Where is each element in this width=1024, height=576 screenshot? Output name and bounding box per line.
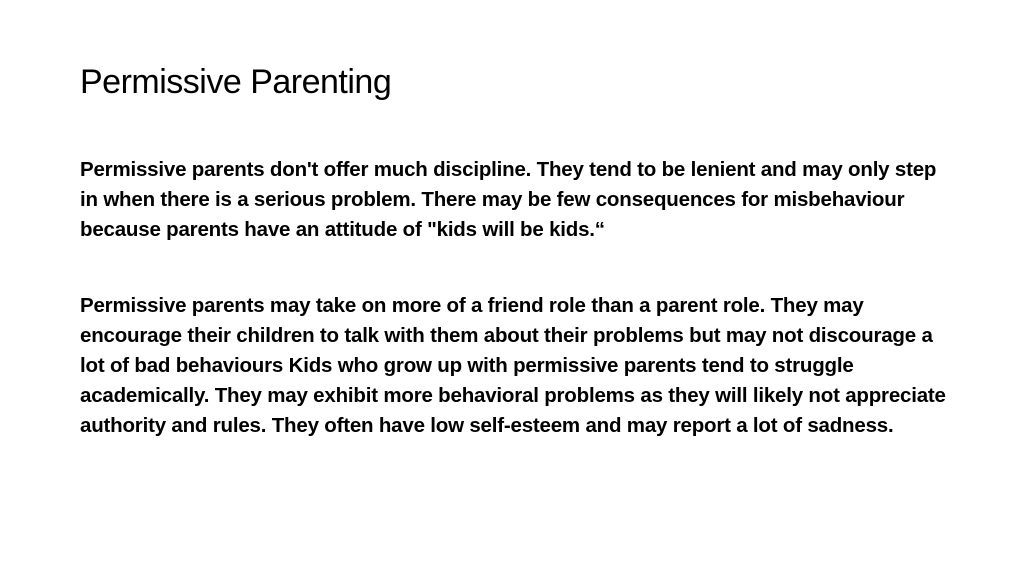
paragraph-effects: Permissive parents may take on more of a friend role than a parent role. They may encourage their children to talk with them about their problems but may not discourage a lot of bad behaviours Kids who grow up with permissive parents tend to struggle academically. They may exhibit more behavioral problems as they will likely not appreciate authority and rules. They often have low self-esteem and may report a lot of sadness. xyxy=(80,294,946,437)
slide-title: Permissive Parenting xyxy=(80,63,392,101)
paragraph-definition: Permissive parents don't offer much discipline. They tend to be lenient and may only step in when there is a serious problem. There may be few consequences for misbehaviour because parents have an attitude of "kids will be kids.“ xyxy=(80,158,937,241)
slide-body xyxy=(80,155,950,441)
